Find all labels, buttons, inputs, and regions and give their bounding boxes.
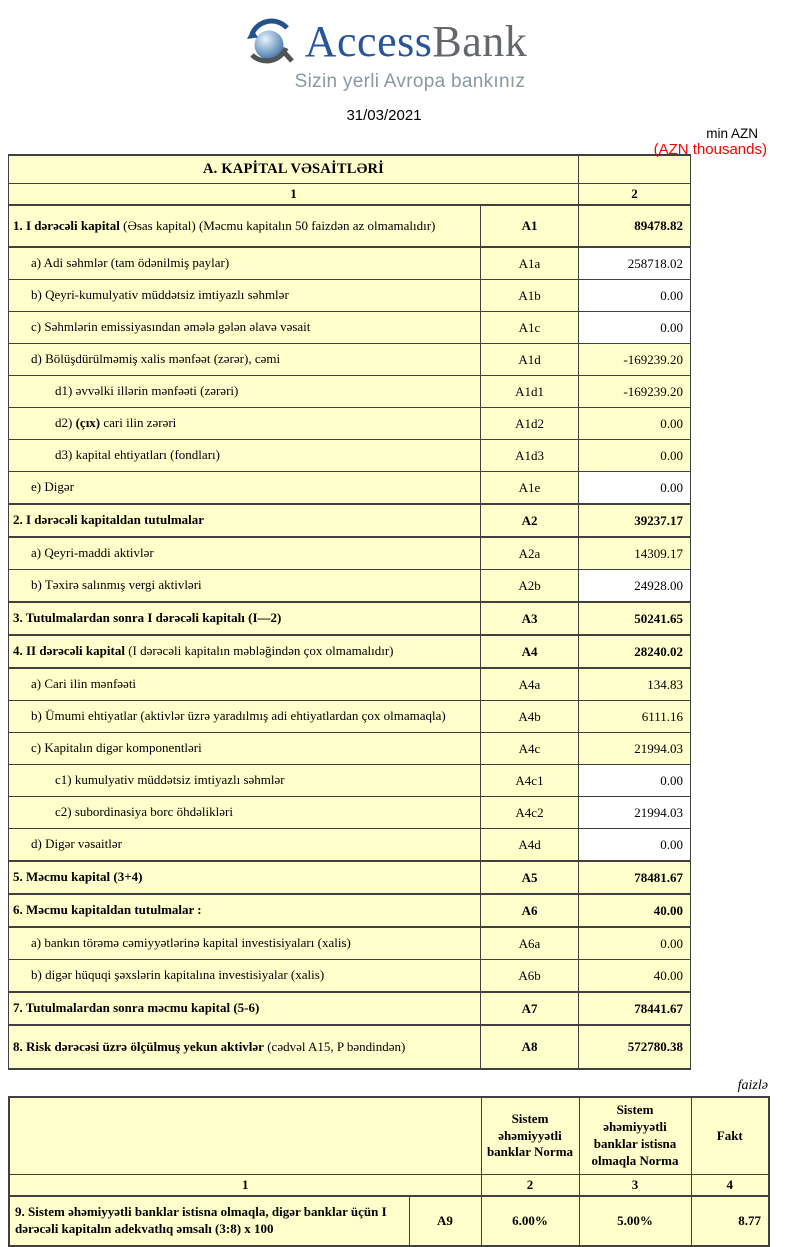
unit-note-thousands: (AZN thousands) [653, 141, 767, 158]
row-code: A4b [481, 701, 579, 733]
row-code: A4a [481, 668, 579, 701]
row-value: 78441.67 [579, 992, 691, 1025]
row-code: A4c [481, 733, 579, 765]
row-code: A1b [481, 280, 579, 312]
table-row [9, 376, 691, 408]
row-code: A8 [481, 1025, 579, 1069]
row-code: A1d [481, 344, 579, 376]
row-value: 0.00 [579, 765, 691, 797]
ratio-colnum-4: 4 [691, 1175, 769, 1197]
row-value: 0.00 [579, 472, 691, 505]
capital-table-colnum-row [9, 184, 691, 206]
row-code: A1d3 [481, 440, 579, 472]
row-value: 0.00 [579, 829, 691, 862]
row-label: 2. I dərəcəli kapitaldan tutulmalar [9, 504, 481, 537]
table-row [9, 344, 691, 376]
row-code: A1a [481, 247, 579, 280]
table-row [9, 570, 691, 603]
row-fakt: 8.77 [691, 1196, 769, 1246]
row-value: 0.00 [579, 440, 691, 472]
row-value: 572780.38 [579, 1025, 691, 1069]
ratio-colnum-1: 1 [9, 1175, 481, 1197]
table-row [9, 280, 691, 312]
report-date: 31/03/2021 [346, 107, 422, 124]
table-row [9, 247, 691, 280]
ratio-table-header-row [9, 1097, 769, 1175]
row-value: 40.00 [579, 894, 691, 927]
row-label: c) Kapitalın digər komponentləri [9, 733, 481, 765]
brand-bank: Bank [432, 17, 528, 66]
row-label: a) Qeyri-maddi aktivlər [9, 537, 481, 570]
row-code: A4c2 [481, 797, 579, 829]
table-row [9, 797, 691, 829]
brand-access: Access [304, 17, 433, 66]
row-label: 4. II dərəcəli kapital (I dərəcəli kapitalın məbləğindən çox olmamalıdır) [9, 635, 481, 668]
row-code: A3 [481, 602, 579, 635]
percent-note: faizlə [737, 1078, 768, 1093]
row-label: 5. Məcmu kapital (3+4) [9, 861, 481, 894]
row-label: c2) subordinasiya borc öhdəlikləri [9, 797, 481, 829]
row-label: b) Təxirə salınmış vergi aktivləri [9, 570, 481, 603]
row-code: A4d [481, 829, 579, 862]
row-value: 24928.00 [579, 570, 691, 603]
row-code: A1d1 [481, 376, 579, 408]
capital-table-title-row [9, 155, 691, 184]
brand-wordmark [304, 17, 528, 66]
row-code: A5 [481, 861, 579, 894]
row-value: 40.00 [579, 960, 691, 993]
row-label: e) Digər [9, 472, 481, 505]
row-value: 21994.03 [579, 733, 691, 765]
row-code: A1e [481, 472, 579, 505]
ratio-header-norma-istisna: Sistem əhəmiyyətli banklar istisna olmaqla Norma [579, 1097, 691, 1175]
unit-note-azn: min AZN [706, 126, 758, 141]
row-value: 0.00 [579, 927, 691, 960]
globe-swoosh-icon [245, 16, 297, 68]
table-row [9, 408, 691, 440]
table-row [9, 504, 691, 537]
table-row [9, 635, 691, 668]
row-value: 0.00 [579, 312, 691, 344]
row-code: A2 [481, 504, 579, 537]
row-label: b) Qeyri-kumulyativ müddətsiz imtiyazlı səhmlər [9, 280, 481, 312]
colnum-2: 2 [579, 184, 691, 206]
row-value: 50241.65 [579, 602, 691, 635]
row-code: A4c1 [481, 765, 579, 797]
table-row [9, 205, 691, 247]
row-label: 9. Sistem əhəmiyyətli banklar istisna olmaqla, digər banklar üçün I dərəcəli kapitalın adekvatlıq əmsalı (3:8) x 100 [9, 1196, 409, 1246]
row-value: 134.83 [579, 668, 691, 701]
capital-table [8, 154, 691, 1070]
row-code: A2a [481, 537, 579, 570]
row-code: A6a [481, 927, 579, 960]
table-row [9, 701, 691, 733]
row-value: 28240.02 [579, 635, 691, 668]
row-norma-sistem: 6.00% [481, 1196, 579, 1246]
row-label: 6. Məcmu kapitaldan tutulmalar : [9, 894, 481, 927]
row-label: d) Digər vəsaitlər [9, 829, 481, 862]
row-value: 0.00 [579, 280, 691, 312]
row-code: A6b [481, 960, 579, 993]
row-value: 21994.03 [579, 797, 691, 829]
table-row [9, 472, 691, 505]
table-row [9, 927, 691, 960]
logo-line [245, 16, 528, 68]
table-row [9, 992, 691, 1025]
row-value: 14309.17 [579, 537, 691, 570]
row-value: 6111.16 [579, 701, 691, 733]
row-value: 258718.02 [579, 247, 691, 280]
capital-table-title: A. KAPİTAL VƏSAİTLƏRİ [9, 155, 579, 184]
row-code: A2b [481, 570, 579, 603]
table-row [9, 733, 691, 765]
row-label: 8. Risk dərəcəsi üzrə ölçülmuş yekun aktivlər (cədvəl A15, P bəndindən) [9, 1025, 481, 1069]
ratio-table [8, 1096, 770, 1247]
report-header [0, 0, 800, 158]
row-code: A9 [409, 1196, 481, 1246]
row-value: 89478.82 [579, 205, 691, 247]
row-label: c) Səhmlərin emissiyasından əmələ gələn əlavə vəsait [9, 312, 481, 344]
row-code: A1 [481, 205, 579, 247]
table-row [9, 668, 691, 701]
row-code: A1d2 [481, 408, 579, 440]
table-row [9, 861, 691, 894]
table-row [9, 765, 691, 797]
row-label: 3. Tutulmalardan sonra I dərəcəli kapitalı (I—2) [9, 602, 481, 635]
table-row [9, 440, 691, 472]
row-label: d3) kapital ehtiyatları (fondları) [9, 440, 481, 472]
row-label: 7. Tutulmalardan sonra məcmu kapital (5-6) [9, 992, 481, 1025]
row-norma-istisna: 5.00% [579, 1196, 691, 1246]
colnum-1: 1 [9, 184, 579, 206]
row-value: 0.00 [579, 408, 691, 440]
row-code: A4 [481, 635, 579, 668]
table-row [9, 1196, 769, 1246]
row-value: -169239.20 [579, 344, 691, 376]
row-value: 78481.67 [579, 861, 691, 894]
ratio-header-fakt: Fakt [691, 1097, 769, 1175]
row-label: d) Bölüşdürülməmiş xalis mənfəət (zərər), cəmi [9, 344, 481, 376]
row-label: a) Adi səhmlər (tam ödənilmiş paylar) [9, 247, 481, 280]
row-value: -169239.20 [579, 376, 691, 408]
ratio-header-blank [9, 1097, 481, 1175]
row-code: A7 [481, 992, 579, 1025]
table-row [9, 602, 691, 635]
table-row [9, 312, 691, 344]
brand-tagline: Sizin yerli Avropa bankınız [294, 71, 526, 92]
row-code: A1c [481, 312, 579, 344]
row-label: b) Ümumi ehtiyatlar (aktivlər üzrə yaradılmış adi ehtiyatlardan çox olmamaqla) [9, 701, 481, 733]
logo-wrap [0, 16, 800, 93]
ratio-header-norma-sistem: Sistem əhəmiyyətli banklar Norma [481, 1097, 579, 1175]
row-label: a) Cari ilin mənfəəti [9, 668, 481, 701]
table-row [9, 537, 691, 570]
table-row [9, 829, 691, 862]
table-row [9, 894, 691, 927]
row-label: c1) kumulyativ müddətsiz imtiyazlı səhmlər [9, 765, 481, 797]
ratio-colnum-3: 3 [579, 1175, 691, 1197]
row-label: d1) əvvəlki illərin mənfəəti (zərəri) [9, 376, 481, 408]
row-value: 39237.17 [579, 504, 691, 537]
ratio-colnum-2: 2 [481, 1175, 579, 1197]
row-label: a) bankın törəmə cəmiyyətlərinə kapital investisiyaları (xalis) [9, 927, 481, 960]
capital-table-title-blank-cell [579, 155, 691, 184]
row-label: b) digər hüquqi şəxslərin kapitalına investisiyalar (xalis) [9, 960, 481, 993]
bank-logo [245, 16, 528, 93]
table-row [9, 960, 691, 993]
table-row [9, 1025, 691, 1069]
ratio-table-colnum-row [9, 1175, 769, 1197]
row-code: A6 [481, 894, 579, 927]
row-label: d2) (çıx) cari ilin zərəri [9, 408, 481, 440]
row-label: 1. I dərəcəli kapital (Əsas kapital) (Məcmu kapitalın 50 faizdən az olmamalıdır) [9, 205, 481, 247]
